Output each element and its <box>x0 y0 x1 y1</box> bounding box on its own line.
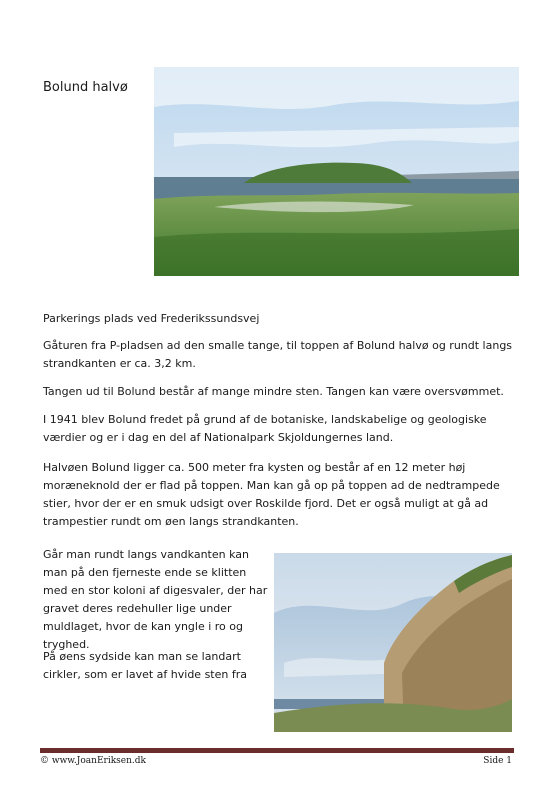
parking-paragraph: Parkerings plads ved Frederikssundsvej <box>43 312 260 325</box>
page-title: Bolund halvø <box>43 80 128 95</box>
shoreline-paragraph: Går man rundt langs vandkanten kan man på den fjerneste ende se klitten med en stor koloni af digesvaler, der har gravet deres redehuller lige under muldlaget, hvor de kan yngle i ro og tryghed. <box>43 548 268 651</box>
route-paragraph: Gåturen fra P-pladsen ad den smalle tange, til toppen af Bolund halvø og rundt langs strandkanten er ca. 3,2 km. <box>43 339 513 370</box>
sand-cliff-photo <box>274 553 512 732</box>
footer-copyright: © www.JoanEriksen.dk <box>40 756 146 766</box>
protected-paragraph: I 1941 blev Bolund fredet på grund af de botaniske, landskabelige og geologiske værdier og er i dag en del af Nationalpark Skjoldungernes land. <box>43 413 487 444</box>
south-paragraph: På øens sydside kan man se landart cirkler, som er lavet af hvide sten fra <box>43 650 247 681</box>
isthmus-paragraph: Tangen ud til Bolund består af mange mindre sten. Tangen kan være oversvømmet. <box>43 385 504 398</box>
footer-rule <box>40 748 514 753</box>
peninsula-paragraph: Halvøen Bolund ligger ca. 500 meter fra kysten og består af en 12 meter høj moræneknold der er flad på toppen. Man kan gå op på toppen ad de nedtrampede stier, hvor der er en smuk udsigt over Roskilde fjord. Det er også muligt at gå ad trampestier rundt om øen langs strandkanten. <box>43 461 500 528</box>
page-number: Side 1 <box>483 756 512 766</box>
bolund-landscape-photo <box>154 67 519 276</box>
